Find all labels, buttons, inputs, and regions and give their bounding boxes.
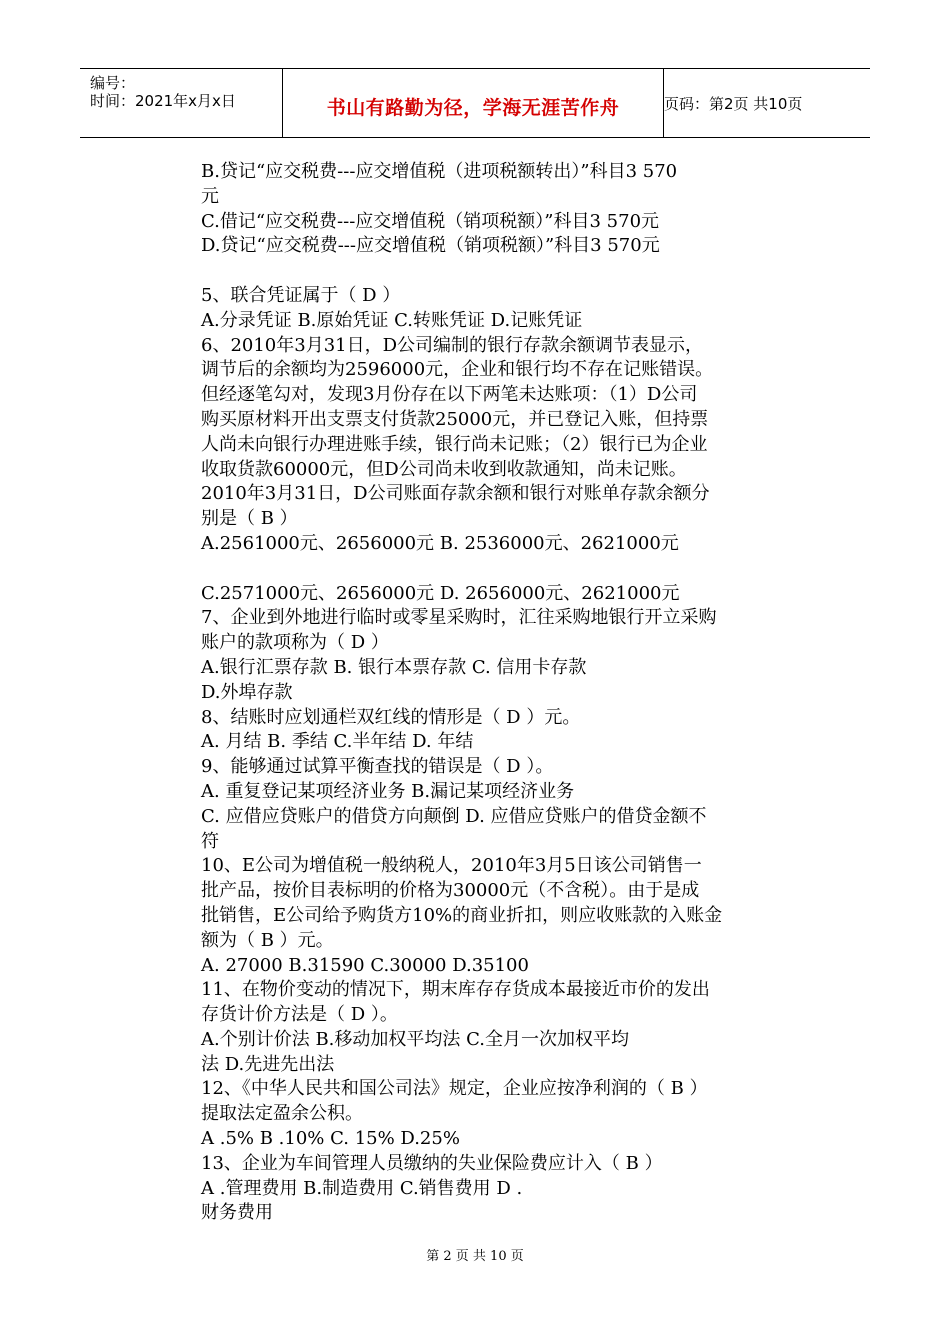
text-line: 账户的款项称为（ D ） bbox=[201, 632, 389, 654]
text-line: 6、2010年3月31日，D公司编制的银行存款余额调节表显示， bbox=[201, 334, 704, 356]
header-right-cell bbox=[664, 69, 870, 137]
text-line: 人尚未向银行办理进账手续，银行尚未记账；（2）银行已为企业 bbox=[201, 433, 708, 455]
date-label: 时间：2021年x月x日 bbox=[90, 92, 236, 110]
text-line: C. 应借应贷账户的借贷方向颠倒 D. 应借应贷账户的借贷金额不 bbox=[201, 805, 707, 827]
document-body bbox=[201, 160, 801, 1226]
text-line: A. 27000 B.31590 C.30000 D.35100 bbox=[201, 954, 529, 976]
text-line: 5、联合凭证属于（ D ） bbox=[201, 284, 401, 306]
text-line: 12、《中华人民共和国公司法》规定，企业应按净利润的（ B ） bbox=[201, 1078, 708, 1100]
text-line: D.外埠存款 bbox=[201, 681, 293, 703]
text-line: A .5% B .10% C. 15% D.25% bbox=[201, 1128, 460, 1150]
text-line: A.2561000元、2656000元 B. 2536000元、2621000元 bbox=[201, 532, 679, 554]
header-left-cell bbox=[80, 69, 283, 137]
text-line: 11、在物价变动的情况下，期末库存存货成本最接近市价的发出 bbox=[201, 979, 710, 1001]
text-line: C.2571000元、2656000元 D. 2656000元、2621000元 bbox=[201, 582, 680, 604]
text-line: A. 月结 B. 季结 C.半年结 D. 年结 bbox=[201, 731, 474, 753]
text-line: 收取货款60000元，但D公司尚未收到收款通知，尚未记账。 bbox=[201, 458, 687, 480]
text-line: 2010年3月31日，D公司账面存款余额和银行对账单存款余额分 bbox=[201, 483, 710, 505]
text-line: A.个别计价法 B.移动加权平均法 C.全月一次加权平均 bbox=[201, 1028, 629, 1050]
text-line: 存货计价方法是（ D ）。 bbox=[201, 1004, 398, 1026]
text-line: 财务费用 bbox=[201, 1202, 273, 1224]
page-footer: 第 2 页 共 10 页 bbox=[426, 1249, 524, 1264]
text-line: A.分录凭证 B.原始凭证 C.转账凭证 D.记账凭证 bbox=[201, 309, 583, 331]
text-line: 批产品，按价目表标明的价格为30000元（不含税）。由于是成 bbox=[201, 880, 700, 902]
text-line: A.银行汇票存款 B. 银行本票存款 C. 信用卡存款 bbox=[201, 656, 587, 678]
blank-line bbox=[201, 259, 801, 284]
text-line: 13、企业为车间管理人员缴纳的失业保险费应计入（ B ） bbox=[201, 1152, 663, 1174]
text-line: 10、E公司为增值税一般纳税人，2010年3月5日该公司销售一 bbox=[201, 855, 702, 877]
page-indicator: 页码：第2页 共10页 bbox=[664, 95, 803, 113]
text-line: 9、能够通过试算平衡查找的错误是（ D ）。 bbox=[201, 756, 554, 778]
text-line: B.贷记“应交税费---应交增值税（进项税额转出）”科目3 570 bbox=[201, 161, 678, 182]
text-line: 但经逐笔勾对，发现3月份存在以下两笔未达账项：（1）D公司 bbox=[201, 384, 698, 406]
text-line: A .管理费用 B.制造费用 C.销售费用 D . bbox=[201, 1177, 523, 1199]
serial-number-label: 编号： bbox=[90, 74, 136, 92]
text-line: 批销售，E公司给予购货方10%的商业折扣，则应收账款的入账金 bbox=[201, 904, 723, 926]
text-line: 7、企业到外地进行临时或零星采购时，汇往采购地银行开立采购 bbox=[201, 607, 717, 629]
text-line: 额为（ B ）元。 bbox=[201, 929, 334, 951]
text-line: 购买原材料开出支票支付货款25000元，并已登记入账，但持票 bbox=[201, 408, 709, 430]
text-line: 法 D.先进先出法 bbox=[201, 1053, 335, 1075]
text-line: 符 bbox=[201, 830, 219, 852]
motto-text: 书山有路勤为径，学海无涯苦作舟 bbox=[326, 97, 620, 119]
text-line: 提取法定盈余公积。 bbox=[201, 1103, 363, 1125]
text-line: A. 重复登记某项经济业务 B.漏记某项经济业务 bbox=[201, 780, 575, 802]
header-motto-cell bbox=[283, 69, 664, 137]
text-line: C.借记“应交税费---应交增值税（销项税额）”科目3 570元 bbox=[201, 210, 660, 232]
blank-line bbox=[201, 557, 801, 582]
text-line: 元 bbox=[201, 185, 219, 207]
text-line: 8、结账时应划通栏双红线的情形是（ D ）元。 bbox=[201, 706, 581, 728]
text-line: 调节后的余额均为2596000元，企业和银行均不存在记账错误。 bbox=[201, 359, 714, 381]
text-line: D.贷记“应交税费---应交增值税（销项税额）”科目3 570元 bbox=[201, 235, 660, 257]
text-line: 别是（ B ） bbox=[201, 508, 298, 530]
page-header bbox=[80, 68, 870, 138]
